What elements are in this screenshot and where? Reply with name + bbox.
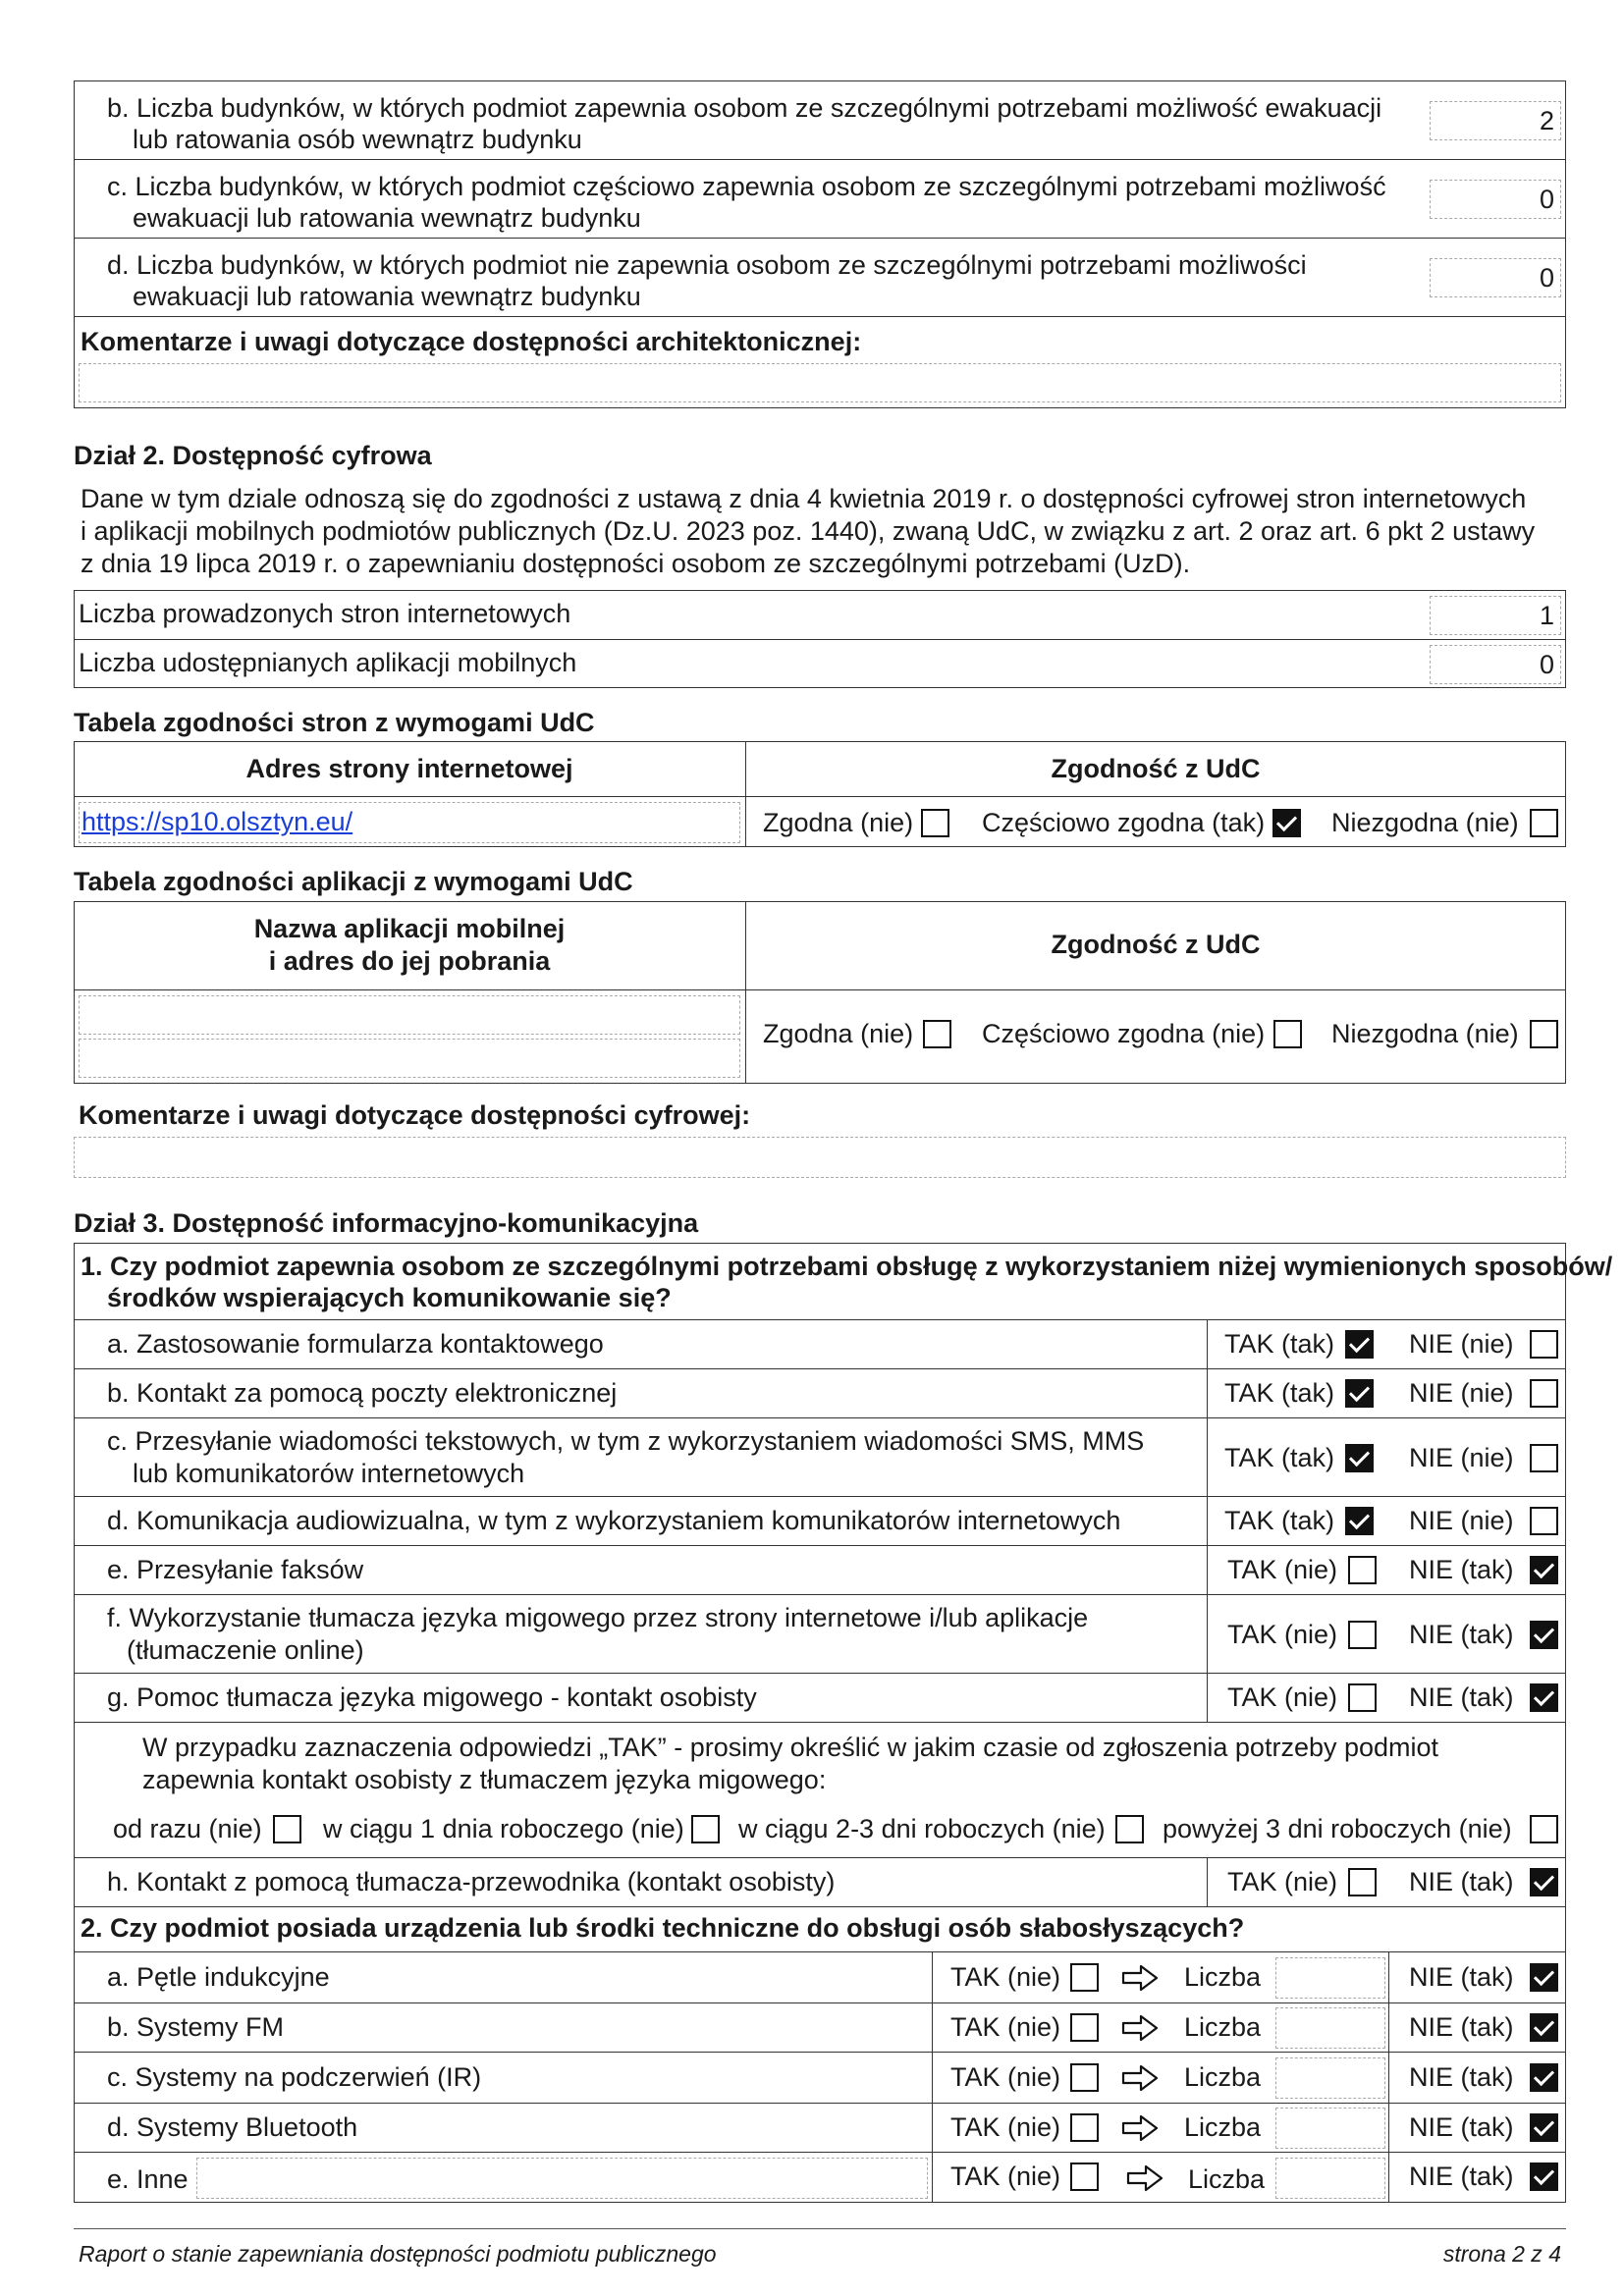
item-g-label: g. Pomoc tłumacza języka migowego - kontakt osobisty [107, 1682, 757, 1712]
footer-page-number: strona 2 z 4 [1442, 2241, 1561, 2267]
app-niezgodna-checkbox[interactable] [1530, 1020, 1558, 1048]
device-d-label: d. Systemy Bluetooth [107, 2112, 358, 2142]
row-b-line2: lub ratowania osób wewnątrz budynku [133, 125, 582, 154]
device-a-label: a. Pętle indukcyjne [107, 1962, 330, 1992]
item-h-nie-label: NIE (tak) [1409, 1867, 1514, 1896]
digital-comment-field[interactable] [74, 1137, 1566, 1178]
time-opt-2-3days: w ciągu 2-3 dni roboczych (nie) [738, 1814, 1106, 1843]
item-d-nie-checkbox[interactable] [1530, 1507, 1558, 1535]
item-a-nie-label: NIE (nie) [1409, 1329, 1514, 1359]
device-a-nie-label: NIE (tak) [1409, 1962, 1514, 1992]
footer-report-title: Raport o stanie zapewniania dostępności podmiotu publicznego [79, 2241, 717, 2267]
device-a-nie-checkbox[interactable] [1530, 1963, 1558, 1992]
item-b-nie-label: NIE (nie) [1409, 1378, 1514, 1408]
item-d-nie-label: NIE (nie) [1409, 1506, 1514, 1535]
item-b-tak-label: TAK (tak) [1224, 1378, 1335, 1408]
websites-count-label: Liczba prowadzonych stron internetowych [79, 599, 571, 628]
device-e-label: e. Inne [107, 2164, 189, 2194]
device-e-tak-label: TAK (nie) [950, 2162, 1061, 2191]
device-a-tak-label: TAK (nie) [950, 1962, 1061, 1992]
item-c-line1: c. Przesyłanie wiadomości tekstowych, w tym z wykorzystaniem wiadomości SMS, MMS [107, 1426, 1145, 1456]
row-d-line2: ewakuacji lub ratowania wewnątrz budynku [133, 282, 641, 311]
device-d-nie-checkbox[interactable] [1530, 2113, 1558, 2142]
time-1day-checkbox[interactable] [691, 1815, 720, 1843]
sign-language-note-line2: zapewnia kontakt osobisty z tłumaczem języka migowego: [142, 1765, 827, 1794]
device-e-nie-checkbox[interactable] [1530, 2163, 1558, 2191]
row-b-value-field[interactable]: 2 [1430, 101, 1561, 140]
web-url-field[interactable] [79, 802, 740, 843]
device-d-tak-checkbox[interactable] [1070, 2113, 1099, 2142]
item-a-tak-label: TAK (tak) [1224, 1329, 1335, 1359]
item-g-nie-checkbox[interactable] [1530, 1683, 1558, 1712]
row-c-value-field[interactable]: 0 [1430, 180, 1561, 219]
arrow-right-icon [1121, 1964, 1159, 1992]
item-h-label: h. Kontakt z pomocą tłumacza-przewodnika (kontakt osobisty) [107, 1867, 836, 1896]
device-c-count-field[interactable] [1275, 2057, 1385, 2099]
item-f-nie-label: NIE (tak) [1409, 1620, 1514, 1649]
item-e-label: e. Przesyłanie faksów [107, 1555, 364, 1584]
section2-desc-line2: i aplikacji mobilnych podmiotów publicznych (Dz.U. 2023 poz. 1440), zwaną UdC, w związku z art. 2 oraz art. 6 pkt 2 ustawy [81, 516, 1536, 546]
item-c-tak-label: TAK (tak) [1224, 1443, 1335, 1472]
section2-title: Dział 2. Dostępność cyfrowa [74, 441, 432, 470]
web-col-compliance: Zgodność z UdC [1051, 754, 1261, 783]
arrow-right-icon [1121, 2014, 1159, 2042]
device-d-count-field[interactable] [1275, 2108, 1385, 2149]
app-col-name-b: i adres do jej pobrania [268, 946, 551, 976]
q1-line2: środków wspierających komunikowanie się? [107, 1283, 672, 1312]
device-d-count-label: Liczba [1184, 2112, 1262, 2142]
device-b-count-field[interactable] [1275, 2007, 1385, 2049]
item-c-tak-checkbox[interactable] [1345, 1444, 1374, 1472]
item-e-nie-label: NIE (tak) [1409, 1555, 1514, 1584]
section2-desc-line3: z dnia 19 lipca 2019 r. o zapewnianiu dostępności osobom ze szczególnymi potrzebami (UzD). [81, 549, 1191, 578]
web-col-address: Adres strony internetowej [245, 754, 573, 783]
item-f-line2: (tłumaczenie online) [127, 1635, 364, 1665]
device-e-count-label: Liczba [1188, 2164, 1266, 2194]
item-g-nie-label: NIE (tak) [1409, 1682, 1514, 1712]
web-niezgodna-checkbox[interactable] [1530, 809, 1558, 837]
item-c-nie-label: NIE (nie) [1409, 1443, 1514, 1472]
web-opt-czesciowo: Częściowo zgodna (tak) [982, 808, 1266, 837]
device-e-other-field[interactable] [196, 2158, 928, 2199]
web-table-title: Tabela zgodności stron z wymogami UdC [74, 708, 595, 737]
item-g-tak-checkbox[interactable] [1348, 1683, 1377, 1712]
section3-title: Dział 3. Dostępność informacyjno-komunikacyjna [74, 1208, 699, 1238]
item-e-tak-checkbox[interactable] [1348, 1556, 1377, 1584]
device-b-count-label: Liczba [1184, 2012, 1262, 2042]
app-col-compliance: Zgodność z UdC [1051, 930, 1261, 959]
app-name-field[interactable] [79, 995, 740, 1035]
item-d-tak-checkbox[interactable] [1345, 1507, 1374, 1535]
apps-count-field[interactable]: 0 [1430, 645, 1561, 684]
arrow-right-icon [1126, 2164, 1164, 2192]
websites-count-field[interactable]: 1 [1430, 596, 1561, 635]
device-c-tak-label: TAK (nie) [950, 2062, 1061, 2092]
time-immediately-checkbox[interactable] [273, 1815, 301, 1843]
app-czesciowo-checkbox[interactable] [1273, 1020, 1302, 1048]
device-e-tak-checkbox[interactable] [1070, 2163, 1099, 2191]
apps-count-label: Liczba udostępnianych aplikacji mobilnych [79, 648, 577, 677]
device-d-nie-label: NIE (tak) [1409, 2112, 1514, 2142]
device-b-nie-label: NIE (tak) [1409, 2012, 1514, 2042]
item-e-nie-checkbox[interactable] [1530, 1556, 1558, 1584]
device-a-count-field[interactable] [1275, 1957, 1385, 1999]
item-d-label: d. Komunikacja audiowizualna, w tym z wykorzystaniem komunikatorów internetowych [107, 1506, 1121, 1535]
item-b-tak-checkbox[interactable] [1345, 1379, 1374, 1408]
q1-line1: 1. Czy podmiot zapewnia osobom ze szczególnymi potrzebami obsługę z wykorzystaniem niżej wymienionych sposobów/ [81, 1252, 1613, 1281]
device-c-nie-label: NIE (tak) [1409, 2062, 1514, 2092]
app-opt-niezgodna: Niezgodna (nie) [1331, 1019, 1519, 1048]
item-f-line1: f. Wykorzystanie tłumacza języka migowego przez strony internetowe i/lub aplikacje [107, 1603, 1089, 1632]
time-2-3days-checkbox[interactable] [1115, 1815, 1144, 1843]
device-b-label: b. Systemy FM [107, 2012, 285, 2042]
web-czesciowo-checkbox[interactable] [1272, 809, 1301, 837]
q2-title: 2. Czy podmiot posiada urządzenia lub środki techniczne do obsługi osób słabosłyszących? [81, 1913, 1245, 1943]
item-a-nie-checkbox[interactable] [1530, 1330, 1558, 1359]
row-d-line1: d. Liczba budynków, w których podmiot nie zapewnia osobom ze szczególnymi potrzebami możliwości [107, 250, 1307, 280]
row-c-line2: ewakuacji lub ratowania wewnątrz budynku [133, 203, 641, 233]
section2-desc-line1: Dane w tym dziale odnoszą się do zgodności z ustawą z dnia 4 kwietnia 2019 r. o dostępności cyfrowej stron internetowych [81, 484, 1527, 513]
time-opt-1day: w ciągu 1 dnia roboczego (nie) [323, 1814, 684, 1843]
row-b-line1: b. Liczba budynków, w których podmiot zapewnia osobom ze szczególnymi potrzebami możliwość ewakuacji [107, 93, 1382, 123]
device-c-count-label: Liczba [1184, 2062, 1262, 2092]
item-f-nie-checkbox[interactable] [1530, 1621, 1558, 1649]
device-b-nie-checkbox[interactable] [1530, 2013, 1558, 2042]
device-e-nie-label: NIE (tak) [1409, 2162, 1514, 2191]
item-h-nie-checkbox[interactable] [1530, 1868, 1558, 1896]
device-a-count-label: Liczba [1184, 1962, 1262, 1992]
row-d-value-field[interactable]: 0 [1430, 258, 1561, 297]
time-opt-over3days: powyżej 3 dni roboczych (nie) [1163, 1814, 1512, 1843]
app-col-name-a: Nazwa aplikacji mobilnej [253, 914, 566, 943]
device-c-label: c. Systemy na podczerwień (IR) [107, 2062, 482, 2092]
time-over3days-checkbox[interactable] [1530, 1815, 1558, 1843]
item-a-label: a. Zastosowanie formularza kontaktowego [107, 1329, 604, 1359]
item-e-tak-label: TAK (nie) [1227, 1555, 1338, 1584]
app-table-title: Tabela zgodności aplikacji z wymogami UdC [74, 867, 633, 896]
digital-comment-label: Komentarze i uwagi dotyczące dostępności cyfrowej: [79, 1100, 751, 1130]
item-g-tak-label: TAK (nie) [1227, 1682, 1338, 1712]
device-a-tak-checkbox[interactable] [1070, 1963, 1099, 1992]
row-c-line1: c. Liczba budynków, w których podmiot częściowo zapewnia osobom ze szczególnymi potrzebami możliwość [107, 172, 1386, 201]
app-url-field[interactable] [79, 1039, 740, 1078]
arrow-right-icon [1121, 2114, 1159, 2142]
app-opt-czesciowo: Częściowo zgodna (nie) [982, 1019, 1266, 1048]
device-b-tak-label: TAK (nie) [950, 2012, 1061, 2042]
web-opt-zgodna: Zgodna (nie) [763, 808, 914, 837]
device-e-count-field[interactable] [1275, 2158, 1385, 2199]
app-opt-zgodna: Zgodna (nie) [763, 1019, 914, 1048]
web-zgodna-checkbox[interactable] [921, 809, 949, 837]
sign-language-note-line1: W przypadku zaznaczenia odpowiedzi „TAK” - prosimy określić w jakim czasie od zgłoszenia potrzeby podmiot [142, 1733, 1439, 1762]
web-url-link[interactable]: https://sp10.olsztyn.eu/ [81, 807, 353, 836]
device-c-nie-checkbox[interactable] [1530, 2063, 1558, 2092]
footer-divider [74, 2228, 1566, 2229]
item-f-tak-checkbox[interactable] [1348, 1621, 1377, 1649]
arch-comment-label: Komentarze i uwagi dotyczące dostępności architektonicznej: [81, 327, 862, 356]
item-c-line2: lub komunikatorów internetowych [133, 1459, 525, 1488]
item-d-tak-label: TAK (tak) [1224, 1506, 1335, 1535]
time-opt-immediately: od razu (nie) [113, 1814, 262, 1843]
item-c-nie-checkbox[interactable] [1530, 1444, 1558, 1472]
app-zgodna-checkbox[interactable] [923, 1020, 951, 1048]
item-b-nie-checkbox[interactable] [1530, 1379, 1558, 1408]
device-d-tak-label: TAK (nie) [950, 2112, 1061, 2142]
item-h-tak-label: TAK (nie) [1227, 1867, 1338, 1896]
item-a-tak-checkbox[interactable] [1345, 1330, 1374, 1359]
device-c-tak-checkbox[interactable] [1070, 2063, 1099, 2092]
web-opt-niezgodna: Niezgodna (nie) [1331, 808, 1519, 837]
item-f-tak-label: TAK (nie) [1227, 1620, 1338, 1649]
item-h-tak-checkbox[interactable] [1348, 1868, 1377, 1896]
arch-comment-field[interactable] [79, 363, 1561, 402]
arrow-right-icon [1121, 2064, 1159, 2092]
device-b-tak-checkbox[interactable] [1070, 2013, 1099, 2042]
item-b-label: b. Kontakt za pomocą poczty elektronicznej [107, 1378, 618, 1408]
